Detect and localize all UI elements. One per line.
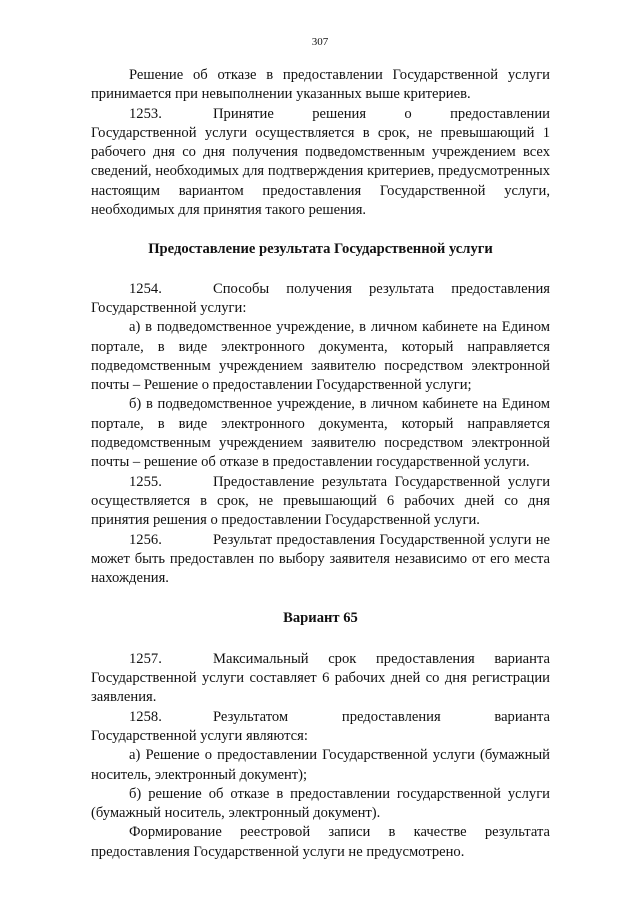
- paragraph-1254: [91, 280, 550, 319]
- paragraph-1257: [91, 650, 550, 708]
- paragraph-text: Максимальный срок предоставления варианта Государственной услуги составляет 6 рабочих дней со дня регистрации заявления.: [91, 650, 550, 706]
- paragraph-number: 1256.: [129, 531, 162, 548]
- list-item-1254-a: а) в подведомственное учреждение, в личном кабинете на Едином портале, в виде электронного документа, который направляется подведомственным учреждением заявителю посредством электронной почты – Решение о предоставлении Государственной услуги;: [91, 319, 550, 394]
- list-item-1258-a: а) Решение о предоставлении Государственной услуги (бумажный носитель, электронный документ);: [91, 747, 550, 783]
- paragraph-text: Способы получения результата предоставления Государственной услуги:: [91, 280, 550, 316]
- paragraph-text: Предоставление результата Государственной услуги осуществляется в срок, не превышающий 6 рабочих дней со дня принятия решения о предоставлении Государственной услуги.: [91, 473, 550, 529]
- list-item-1254-b: б) в подведомственное учреждение, в личном кабинете на Едином портале, в виде электронного документа, который направляется подведомственным учреждением заявителю посредством электронной почты – решение об отказе в предоставлении государственной услуги.: [91, 396, 550, 471]
- document-body: [91, 66, 550, 862]
- paragraph-number: 1253.: [129, 105, 162, 122]
- list-item-1258-b: б) решение об отказе в предоставлении государственной услуги (бумажный носитель, электронный документ).: [91, 785, 550, 822]
- paragraph-refusal-decision: Решение об отказе в предоставлении Государственной услуги принимается при невыполнении указанных выше критериев.: [91, 67, 550, 103]
- paragraph-text: Принятие решения о предоставлении Государственной услуги осуществляется в срок, не превышающий 1 рабочего дня со дня получения подведомственным учреждением всех сведений, необходимых для подтверждения критериев, предусмотренных настоящим вариантом предоставления Государственной услуги, необходимых для принятия такого решения.: [91, 105, 550, 219]
- paragraph-1255: [91, 473, 550, 531]
- paragraph-number: 1255.: [129, 473, 162, 490]
- paragraph-registry-record: Формирование реестровой записи в качестве результата предоставления Государственной услуги не предусмотрено.: [91, 824, 550, 860]
- paragraph-number: 1254.: [129, 280, 162, 297]
- paragraph-number: 1258.: [129, 708, 162, 725]
- paragraph-1256: [91, 531, 550, 589]
- paragraph-text: Результатом предоставления варианта Государственной услуги являются:: [91, 708, 550, 744]
- paragraph-number: 1257.: [129, 650, 162, 667]
- paragraph-1253: [91, 105, 550, 221]
- section-heading-result: Предоставление результата Государственной услуги: [148, 241, 493, 258]
- paragraph-text: Результат предоставления Государственной услуги не может быть предоставлен по выбору заявителя независимо от его места нахождения.: [91, 531, 550, 587]
- page-number: 307: [311, 36, 329, 48]
- section-heading-variant: Вариант 65: [283, 610, 358, 627]
- paragraph-1258: [91, 708, 550, 747]
